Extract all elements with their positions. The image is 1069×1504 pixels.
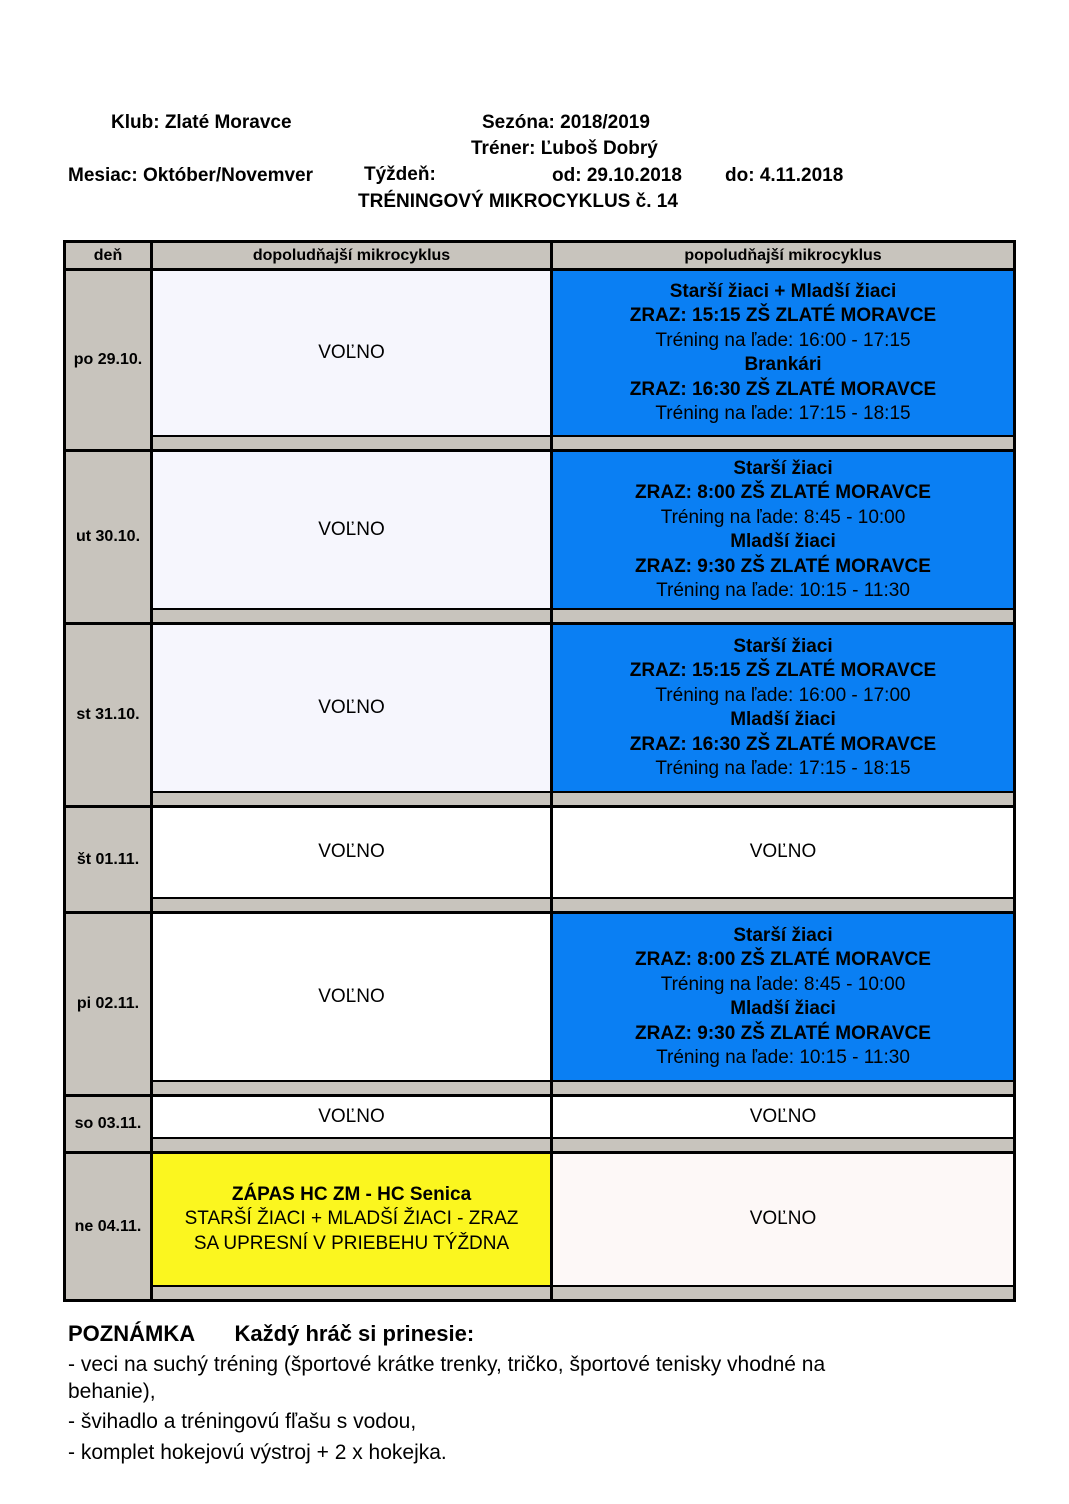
meeting-time: ZRAZ: 16:30 ZŠ ZLATÉ MORAVCE (629, 378, 937, 400)
table-row (66, 625, 1013, 808)
meeting-time: ZRAZ: 15:15 ZŠ ZLATÉ MORAVCE (629, 660, 937, 681)
afternoon-cell (553, 914, 1013, 1094)
group-label: Starší žiaci (733, 635, 833, 657)
meeting-time: ZRAZ: 9:30 ZŠ ZLATÉ MORAVCE (635, 555, 931, 577)
ice-training-time: Tréning na ľade: 10:15 - 11:30 (656, 1047, 910, 1068)
morning-text: VOĽNO (318, 518, 385, 540)
group-label: Mladší žiaci (730, 709, 836, 730)
week-label: Týždeň: (364, 164, 436, 185)
cell-footer-strip (153, 1082, 550, 1094)
date-to: do: 4.11.2018 (725, 165, 844, 186)
morning-text: VOĽNO (318, 696, 385, 718)
note-line: - veci na suchý tréning (športové krátke trenky, tričko, športové tenisky vhodné na (68, 1353, 826, 1376)
group-label: Brankári (744, 354, 822, 375)
meeting-time: ZRAZ: 16:30 ZŠ ZLATÉ MORAVCE (629, 733, 937, 755)
morning-cell (153, 271, 553, 449)
meeting-time: ZRAZ: 8:00 ZŠ ZLATÉ MORAVCE (635, 482, 931, 503)
morning-content (153, 1154, 550, 1287)
cell-footer-strip (553, 1082, 1013, 1094)
afternoon-cell (553, 1097, 1013, 1151)
afternoon-cell (553, 1154, 1013, 1299)
note-line: - komplet hokejovú výstroj + 2 x hokejka. (68, 1441, 447, 1464)
afternoon-content (553, 1097, 1013, 1139)
morning-cell (153, 1097, 553, 1151)
group-label: Starší žiaci (733, 457, 833, 479)
date-from: od: 29.10.2018 (552, 165, 682, 186)
day-cell: po 29.10. (66, 271, 153, 449)
match-note: STARŠÍ ŽIACI + MLADŠÍ ŽIACI - ZRAZ (184, 1208, 519, 1230)
column-header-afternoon: popoludňajší mikrocyklus (553, 243, 1013, 268)
group-label: Mladší žiaci (730, 998, 836, 1019)
season-label: Sezóna: 2018/2019 (482, 112, 650, 133)
meeting-time: ZRAZ: 9:30 ZŠ ZLATÉ MORAVCE (635, 1022, 931, 1044)
schedule-table (63, 240, 1016, 1302)
morning-text: VOĽNO (318, 341, 385, 363)
coach-label: Tréner: Ľuboš Dobrý (471, 138, 658, 159)
afternoon-text: VOĽNO (749, 1105, 817, 1127)
note-heading-text: Každý hráč si prinesie: (234, 1321, 475, 1346)
afternoon-text: VOĽNO (749, 841, 817, 863)
cell-footer-strip (553, 899, 1013, 911)
club-label: Klub: Zlaté Moravce (111, 112, 292, 133)
group-label: Starší žiaci (733, 924, 833, 946)
day-cell: ne 04.11. (66, 1154, 153, 1299)
cell-footer-strip (553, 437, 1013, 449)
document-title: TRÉNINGOVÝ MIKROCYKLUS č. 14 (358, 191, 678, 212)
cell-footer-strip (153, 1139, 550, 1151)
group-label: Mladší žiaci (730, 531, 836, 552)
table-row (66, 1154, 1013, 1299)
cell-footer-strip (153, 899, 550, 911)
day-cell: pi 02.11. (66, 914, 153, 1094)
morning-content (153, 1097, 550, 1139)
afternoon-cell (553, 452, 1013, 622)
group-label: Starší žiaci + Mladší žiaci (669, 280, 897, 302)
afternoon-cell (553, 271, 1013, 449)
column-header-day: deň (66, 243, 153, 268)
note-line: behanie), (68, 1380, 156, 1403)
note-line: - švihadlo a tréningovú fľašu s vodou, (68, 1410, 417, 1433)
cell-footer-strip (153, 437, 550, 449)
afternoon-content (553, 808, 1013, 899)
cell-footer-strip (153, 1287, 550, 1299)
morning-cell (153, 452, 553, 622)
morning-cell (153, 625, 553, 805)
afternoon-content (553, 1154, 1013, 1287)
morning-cell (153, 808, 553, 911)
morning-content (153, 271, 550, 437)
note-label: POZNÁMKA (68, 1321, 195, 1346)
table-row (66, 452, 1013, 625)
afternoon-cell (553, 625, 1013, 805)
meeting-time: ZRAZ: 15:15 ZŠ ZLATÉ MORAVCE (629, 305, 937, 326)
ice-training-time: Tréning na ľade: 17:15 - 18:15 (655, 758, 911, 779)
morning-cell (153, 1154, 553, 1299)
day-cell: so 03.11. (66, 1097, 153, 1151)
afternoon-content (553, 914, 1013, 1082)
afternoon-content (553, 452, 1013, 610)
day-cell: ut 30.10. (66, 452, 153, 622)
morning-content (153, 625, 550, 793)
ice-training-time: Tréning na ľade: 10:15 - 11:30 (656, 580, 910, 601)
table-header-row (66, 243, 1013, 271)
cell-footer-strip (153, 793, 550, 805)
ice-training-time: Tréning na ľade: 8:45 - 10:00 (660, 973, 906, 995)
match-title: ZÁPAS HC ZM - HC Senica (231, 1183, 472, 1205)
month-label: Mesiac: Október/Novemver (68, 165, 313, 186)
match-note: SA UPRESNÍ V PRIEBEHU TÝŽDNA (193, 1232, 510, 1254)
table-row (66, 914, 1013, 1097)
cell-footer-strip (153, 610, 550, 622)
cell-footer-strip (553, 1287, 1013, 1299)
morning-cell (153, 914, 553, 1094)
cell-footer-strip (553, 1139, 1013, 1151)
morning-text: VOĽNO (318, 985, 385, 1007)
afternoon-content (553, 271, 1013, 437)
day-cell: št 01.11. (66, 808, 153, 911)
day-cell: st 31.10. (66, 625, 153, 805)
cell-footer-strip (553, 610, 1013, 622)
ice-training-time: Tréning na ľade: 16:00 - 17:15 (655, 329, 911, 351)
morning-text: VOĽNO (318, 1105, 385, 1127)
afternoon-text: VOĽNO (749, 1208, 817, 1230)
cell-footer-strip (553, 793, 1013, 805)
note-heading (68, 1321, 474, 1347)
column-header-morning: dopoludňajší mikrocyklus (153, 243, 553, 268)
table-row (66, 808, 1013, 914)
morning-content (153, 914, 550, 1082)
meeting-time: ZRAZ: 8:00 ZŠ ZLATÉ MORAVCE (635, 949, 931, 970)
afternoon-content (553, 625, 1013, 793)
morning-text: VOĽNO (318, 841, 385, 863)
ice-training-time: Tréning na ľade: 16:00 - 17:00 (655, 684, 911, 706)
ice-training-time: Tréning na ľade: 17:15 - 18:15 (655, 403, 911, 424)
table-row (66, 1097, 1013, 1154)
morning-content (153, 452, 550, 610)
ice-training-time: Tréning na ľade: 8:45 - 10:00 (660, 506, 906, 528)
morning-content (153, 808, 550, 899)
table-row (66, 271, 1013, 452)
afternoon-cell (553, 808, 1013, 911)
